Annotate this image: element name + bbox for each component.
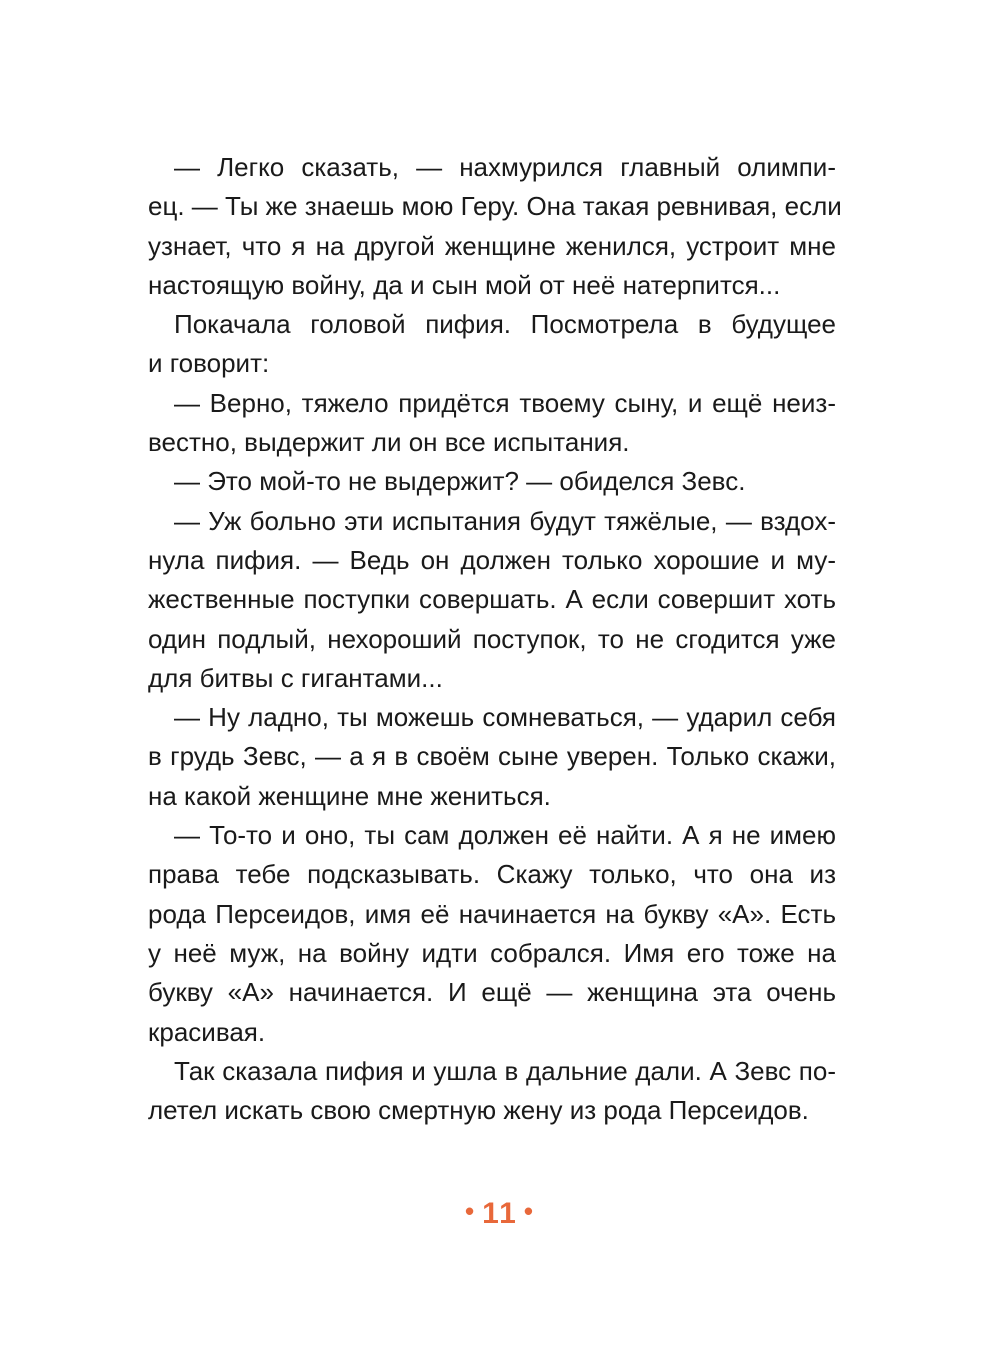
text-line: букву «А» начинается. И ещё — женщина эта очень <box>148 977 836 1008</box>
text-line: — Это мой-то не выдержит? — обиделся Зевс. <box>174 466 746 497</box>
text-line: — То-то и оно, ты сам должен её найти. А я не имею <box>174 820 836 851</box>
text-line: узнает, что я на другой женщине женился, устроит мне <box>148 230 836 261</box>
text-line: Так сказала пифия и ушла в дальние дали. А Зевс по- <box>174 1055 836 1086</box>
text-line: у неё муж, на войну идти собрался. Имя его тоже на <box>148 937 836 968</box>
text-line: один подлый, нехороший поступок, то не сгодится уже <box>148 623 836 654</box>
text-line: настоящую войну, да и сын мой от неё натерпится... <box>148 269 781 300</box>
page-number <box>0 1196 1000 1231</box>
text-line: для битвы с гигантами... <box>148 662 443 693</box>
text-line: летел искать свою смертную жену из рода Персеидов. <box>148 1095 809 1126</box>
text-line: красивая. <box>148 1016 266 1047</box>
text-line: и говорит: <box>148 348 270 379</box>
text-line: рода Персеидов, имя её начинается на букву «А». Есть <box>148 898 836 929</box>
text-line: ец. — Ты же знаешь мою Геру. Она такая ревнивая, если <box>148 191 842 222</box>
page-number-value: 11 <box>482 1197 518 1230</box>
page-number-dot-right: • <box>523 1196 535 1226</box>
page-number-dot-left: • <box>465 1196 477 1226</box>
text-line: жественные поступки совершать. А если совершит хоть <box>148 584 836 615</box>
text-line: — Легко сказать, — нахмурился главный олимпи- <box>174 152 836 182</box>
text-line: — Ну ладно, ты можешь сомневаться, — ударил себя <box>174 702 836 733</box>
text-line: нула пифия. — Ведь он должен только хорошие и му- <box>148 544 836 575</box>
text-line: — Верно, тяжело придётся твоему сыну, и ещё неиз- <box>174 387 836 418</box>
text-line: Покачала головой пифия. Посмотрела в будущее <box>174 309 836 340</box>
page-text <box>148 148 842 1130</box>
text-line: на какой женщине мне жениться. <box>148 780 551 811</box>
text-line: вестно, выдержит ли он все испытания. <box>148 427 630 458</box>
text-line: права тебе подсказывать. Скажу только, что она из <box>148 859 836 890</box>
text-line: в грудь Зевс, — а я в своём сыне уверен. Только скажи, <box>148 741 836 772</box>
text-line: — Уж больно эти испытания будут тяжёлые, — вздох- <box>174 505 836 536</box>
